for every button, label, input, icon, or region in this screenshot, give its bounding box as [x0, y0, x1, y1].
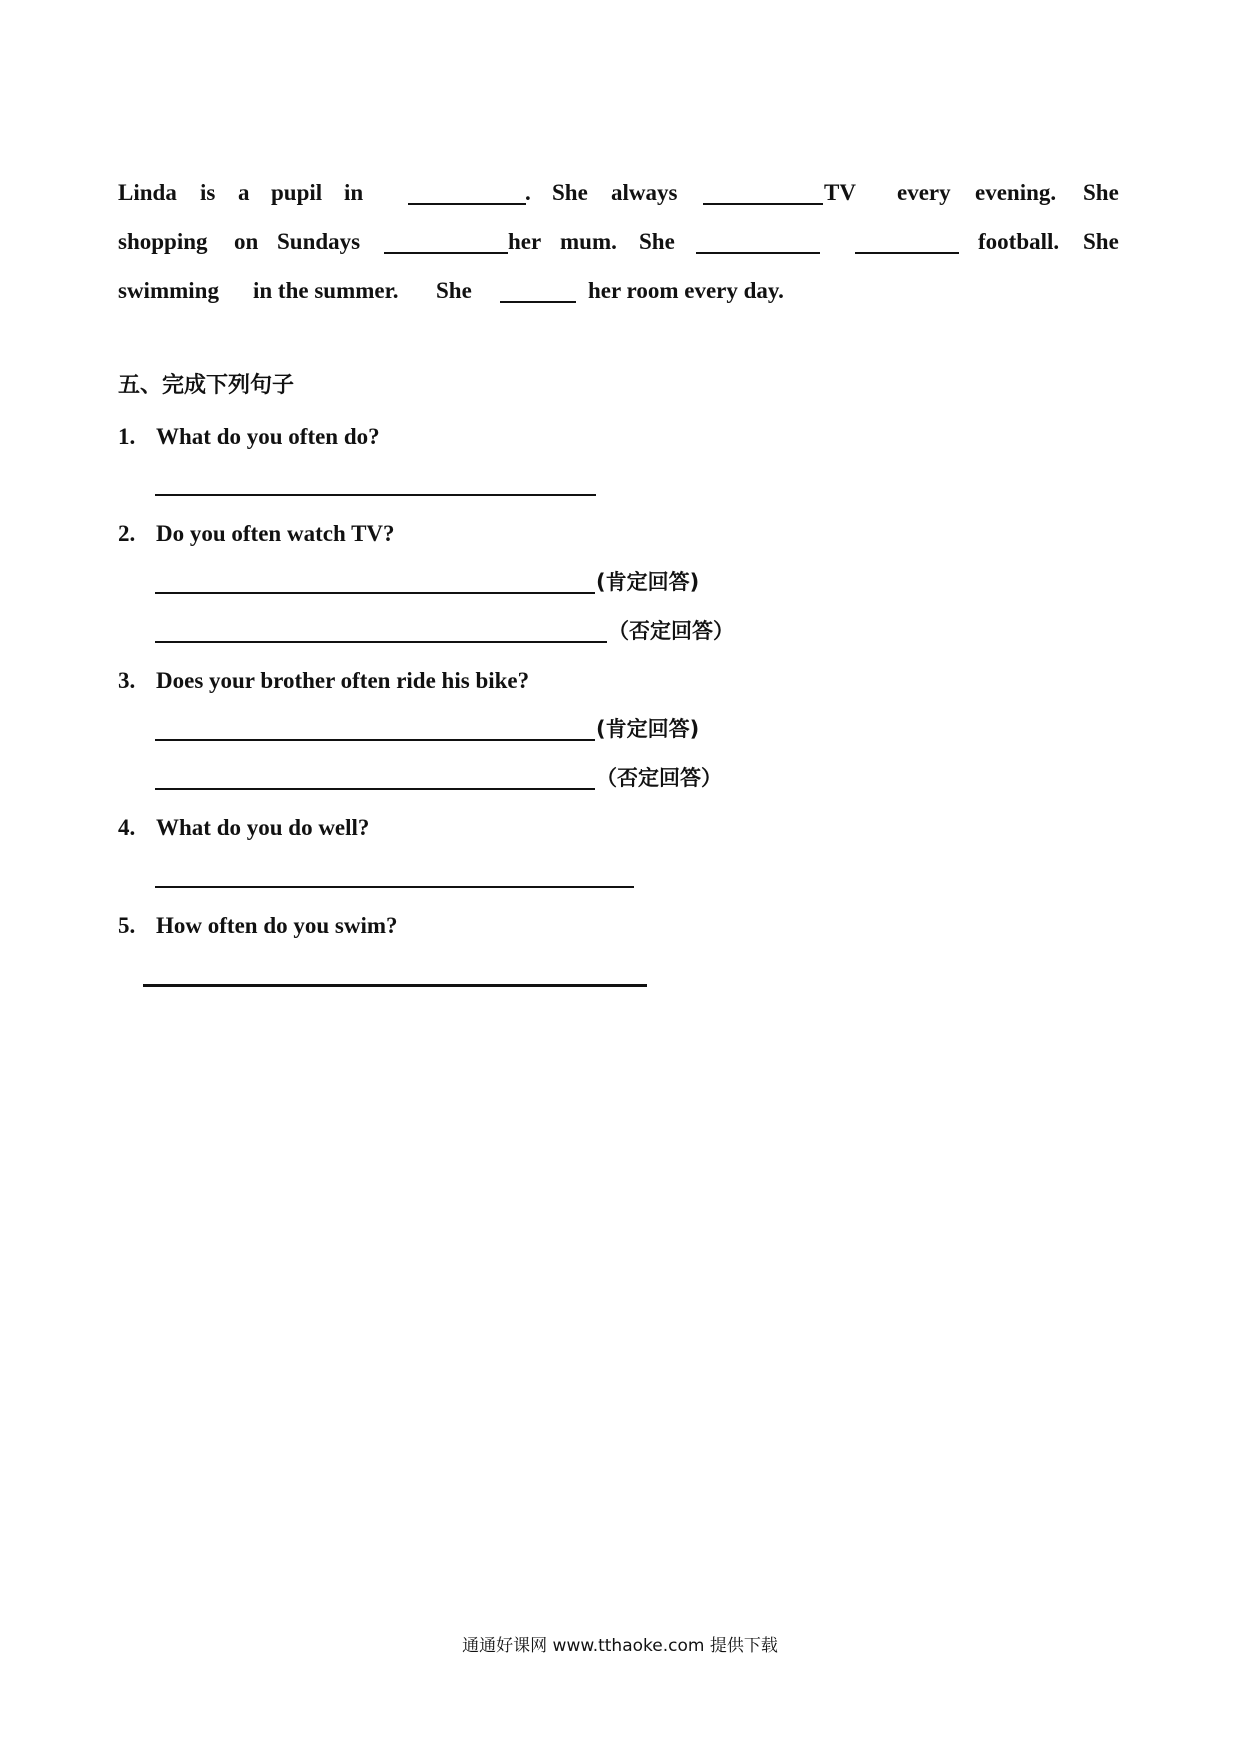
question-text: What do you do well? [156, 815, 370, 840]
answer-blank[interactable] [703, 203, 823, 205]
passage-word: Sundays [277, 229, 361, 254]
answer-blank[interactable] [696, 252, 820, 254]
passage-word: on [234, 229, 259, 254]
passage-word: She [436, 278, 472, 303]
negative-answer-note: （否定回答） [596, 766, 722, 790]
passage-word: in the summer. [253, 278, 399, 303]
passage-word: always [611, 180, 678, 205]
question-number: 2. [118, 521, 136, 546]
passage-word: football. [978, 229, 1060, 254]
footer-credit: 通通好课网 www.tthaoke.com 提供下载 [462, 1636, 778, 1656]
negative-answer-note: （否定回答） [608, 619, 734, 643]
question-number: 3. [118, 668, 136, 693]
passage-word: a [238, 180, 250, 205]
answer-line-positive[interactable] [155, 592, 595, 594]
passage-word: TV [824, 180, 856, 205]
question-text: Do you often watch TV? [156, 521, 395, 546]
passage-punct: . [525, 180, 531, 205]
passage-word: She [1083, 229, 1119, 254]
answer-blank[interactable] [855, 252, 959, 254]
passage-word: in [344, 180, 364, 205]
passage-word: shopping [118, 229, 208, 254]
answer-line-negative[interactable] [155, 641, 607, 643]
answer-line[interactable] [155, 494, 596, 496]
answer-blank[interactable] [500, 301, 576, 303]
passage-word: She [1083, 180, 1119, 205]
answer-line[interactable] [143, 984, 647, 987]
passage-word: Linda [118, 180, 177, 205]
passage-word: She [552, 180, 588, 205]
answer-blank[interactable] [408, 203, 526, 205]
section-heading: 五、完成下列句子 [118, 373, 295, 398]
answer-blank[interactable] [384, 252, 508, 254]
passage-word: her room every day. [588, 278, 784, 303]
passage-word: mum. [560, 229, 617, 254]
passage-word: evening. [975, 180, 1057, 205]
question-number: 4. [118, 815, 136, 840]
answer-line-positive[interactable] [155, 739, 595, 741]
question-text: What do you often do? [156, 424, 380, 449]
question-text: Does your brother often ride his bike? [156, 668, 530, 693]
question-text: How often do you swim? [156, 913, 398, 938]
passage-word: her [508, 229, 542, 254]
passage-word: is [200, 180, 216, 205]
answer-line-negative[interactable] [155, 788, 595, 790]
positive-answer-note: (肯定回答) [596, 717, 700, 741]
positive-answer-note: (肯定回答) [596, 570, 700, 594]
passage-word: pupil [271, 180, 323, 205]
passage-word: every [897, 180, 951, 205]
passage-word: swimming [118, 278, 219, 303]
question-number: 5. [118, 913, 136, 938]
answer-line[interactable] [155, 886, 634, 888]
question-number: 1. [118, 424, 136, 449]
passage-word: She [639, 229, 675, 254]
